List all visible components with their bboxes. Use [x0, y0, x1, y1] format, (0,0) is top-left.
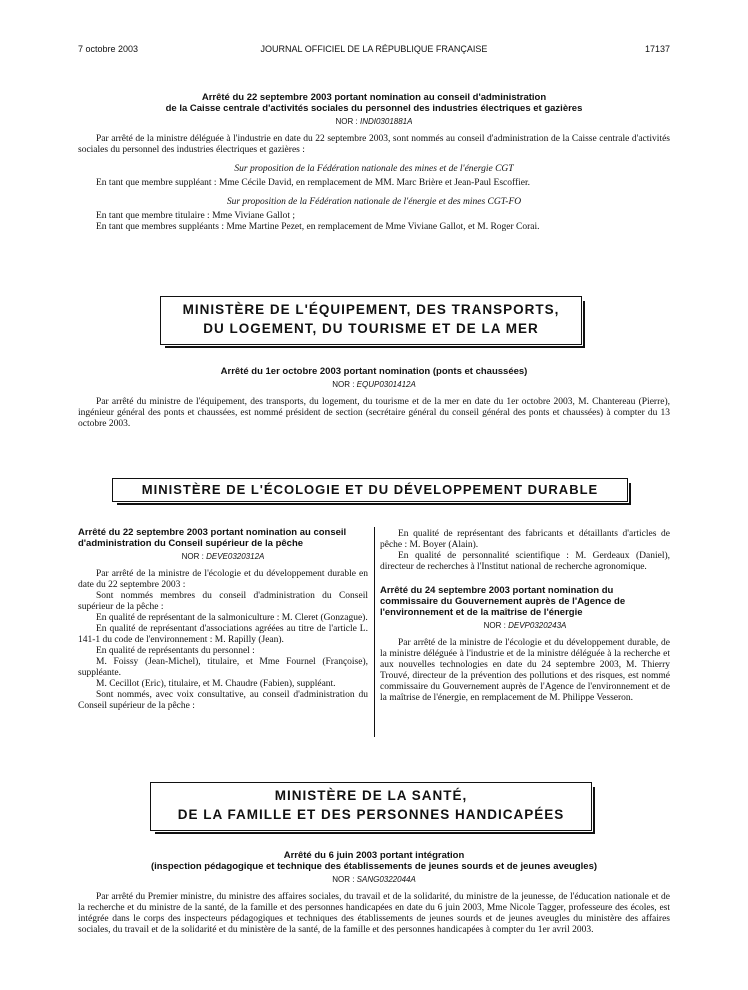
arrete-paragraph: En tant que membres suppléants : Mme Martine Pezet, en remplacement de Mme Viviane Gallot, et M. Roger Corai. — [96, 222, 540, 232]
ministry-line1: MINISTÈRE DE LA SANTÉ, — [274, 788, 468, 803]
arrete-title-line1: Arrêté du 6 juin 2003 portant intégration — [283, 850, 465, 861]
arrete-paragraph: Sont nommés, avec voix consultative, au conseil d'administration du Conseil supérieur de la pêche : — [78, 690, 368, 711]
nor-reference: NOR : EQUP0301412A — [332, 380, 416, 389]
arrete-paragraph: Par arrêté de la ministre déléguée à l'industrie en date du 22 septembre 2003, sont nommés au conseil d'administration de la Caisse centrale d'activités sociales du personnel des industries électriques et gazières : — [78, 134, 670, 155]
nor-code: SANG0322044A — [356, 875, 416, 884]
header-date: 7 octobre 2003 — [78, 44, 139, 54]
ministry-line1: MINISTÈRE DE L'ÉCOLOGIE ET DU DÉVELOPPEMENT DURABLE — [141, 482, 599, 497]
arrete-paragraph: Par arrêté de la ministre de l'écologie et du développement durable, de la ministre déléguée à l'industrie et de la ministre déléguée à la recherche et aux nouvelles technologies en date du 24 septembre 2003, M. Thierry Trouvé, directeur de la prévention des pollutions et des risques, est nommé commissaire du Gouvernement auprès de l'Agence de l'environnement et de la maîtrise de l'énergie, en remplacement de M. Philippe Vesseron. — [380, 638, 670, 703]
arrete-title-line2: (inspection pédagogique et technique des établissements de jeunes sourds et de jeunes aveugles) — [150, 861, 598, 872]
ministry-heading-sante — [150, 782, 592, 831]
arrete-paragraph: En qualité de représentant d'associations agréées au titre de l'article L. 141-1 du code de l'environnement : M. Rapilly (Jean). — [78, 624, 368, 645]
header-page-number: 17137 — [644, 44, 670, 54]
right-column — [380, 529, 670, 704]
ministry-line2: DU LOGEMENT, DU TOURISME ET DE LA MER — [203, 321, 539, 336]
arrete-title: Arrêté du 1er octobre 2003 portant nomination (ponts et chaussées) — [220, 366, 528, 377]
arrete-integration — [78, 850, 670, 936]
proposition-line: Sur proposition de la Fédération nationale de l'énergie et des mines CGT-FO — [226, 197, 522, 207]
arrete-paragraph: M. Cecillot (Eric), titulaire, et M. Chaudre (Fabien), suppléant. — [96, 679, 336, 689]
arrete-paragraph: Par arrêté du ministre de l'équipement, des transports, du logement, du tourisme et de la mer en date du 1er octobre 2003, M. Chantereau (Pierre), ingénieur général des ponts et chaussées, est nommé président de section (secrétaire général du conseil général des ponts et chaussées) à compter du 13 octobre 2003. — [78, 397, 670, 429]
arrete-title: Arrêté du 24 septembre 2003 portant nomination du commissaire du Gouvernement auprès de l'Agence de l'environnement et de la maîtrise de l'énergie — [380, 585, 626, 618]
ministry-line1: MINISTÈRE DE L'ÉQUIPEMENT, DES TRANSPORTS, — [182, 302, 560, 317]
nor-reference: NOR : DEVP0320243A — [483, 621, 567, 630]
ministry-line2: DE LA FAMILLE ET DES PERSONNES HANDICAPÉES — [177, 807, 565, 822]
arrete-ponts-chaussees — [78, 366, 670, 430]
arrete-title-line2: de la Caisse centrale d'activités sociales du personnel des industries électriques et gazières — [165, 103, 583, 114]
nor-code: DEVP0320243A — [508, 621, 567, 630]
arrete-paragraph: En tant que membre titulaire : Mme Viviane Gallot ; — [96, 211, 295, 221]
arrete-paragraph: En qualité de représentant des fabricants et détaillants d'articles de pêche : M. Boyer (Alain). — [380, 529, 670, 550]
nor-code: EQUP0301412A — [356, 380, 416, 389]
arrete-paragraph: En qualité de représentant de la salmoniculture : M. Cleret (Gonzague). — [96, 613, 368, 623]
nor-reference: NOR : DEVE0320312A — [181, 552, 265, 561]
header-journal-title: JOURNAL OFFICIEL DE LA RÉPUBLIQUE FRANÇAISE — [260, 44, 488, 54]
arrete-paragraph: Par arrêté du Premier ministre, du ministre des affaires sociales, du travail et de la solidarité, du ministre de la jeunesse, de l'éducation nationale et de la recherche et du ministre de la santé, de la famille et des personnes handicapées en date du 6 juin 2003, Mme Nicole Tagger, professeure des écoles, est intégrée dans le corps des inspecteurs pédagogiques et techniques des établissements de jeunes sourds et de jeunes aveugles du ministère des affaires sociales, du travail et de la solidarité et du ministère de la santé, de la famille et des personnes handicapées à compter du 1er avril 2003. — [78, 892, 670, 935]
left-column — [78, 527, 368, 712]
nor-reference: NOR : INDI0301881A — [335, 117, 413, 126]
arrete-paragraph: Sont nommés membres du conseil d'administration du Conseil supérieur de la pêche : — [78, 591, 368, 612]
arrete-paragraph: Par arrêté de la ministre de l'écologie et du développement durable en date du 22 septembre 2003 : — [78, 569, 368, 590]
ministry-heading-ecologie — [112, 478, 628, 502]
arrete-paragraph: En qualité de représentants du personnel : — [96, 646, 255, 656]
ministry-heading-equipement — [160, 296, 582, 345]
nor-code: INDI0301881A — [359, 117, 413, 126]
nor-reference: NOR : SANG0322044A — [332, 875, 416, 884]
nor-code: DEVE0320312A — [206, 552, 265, 561]
arrete-caisse-centrale — [78, 92, 670, 233]
column-divider — [374, 527, 375, 737]
proposition-line: Sur proposition de la Fédération nationale des mines et de l'énergie CGT — [234, 164, 514, 174]
arrete-paragraph: En qualité de personnalité scientifique : M. Gerdeaux (Daniel), directeur de recherches à l'Institut national de recherche agronomique. — [380, 551, 670, 572]
arrete-paragraph: M. Foissy (Jean-Michel), titulaire, et Mme Fournel (Françoise), suppléante. — [78, 657, 368, 678]
arrete-title: Arrêté du 22 septembre 2003 portant nomination au conseil d'administration du Conseil supérieur de la pêche — [78, 527, 347, 549]
arrete-paragraph: En tant que membre suppléant : Mme Cécile David, en remplacement de MM. Marc Brière et Jean-Paul Escoffier. — [96, 178, 531, 188]
arrete-title-line1: Arrêté du 22 septembre 2003 portant nomination au conseil d'administration — [201, 92, 547, 103]
